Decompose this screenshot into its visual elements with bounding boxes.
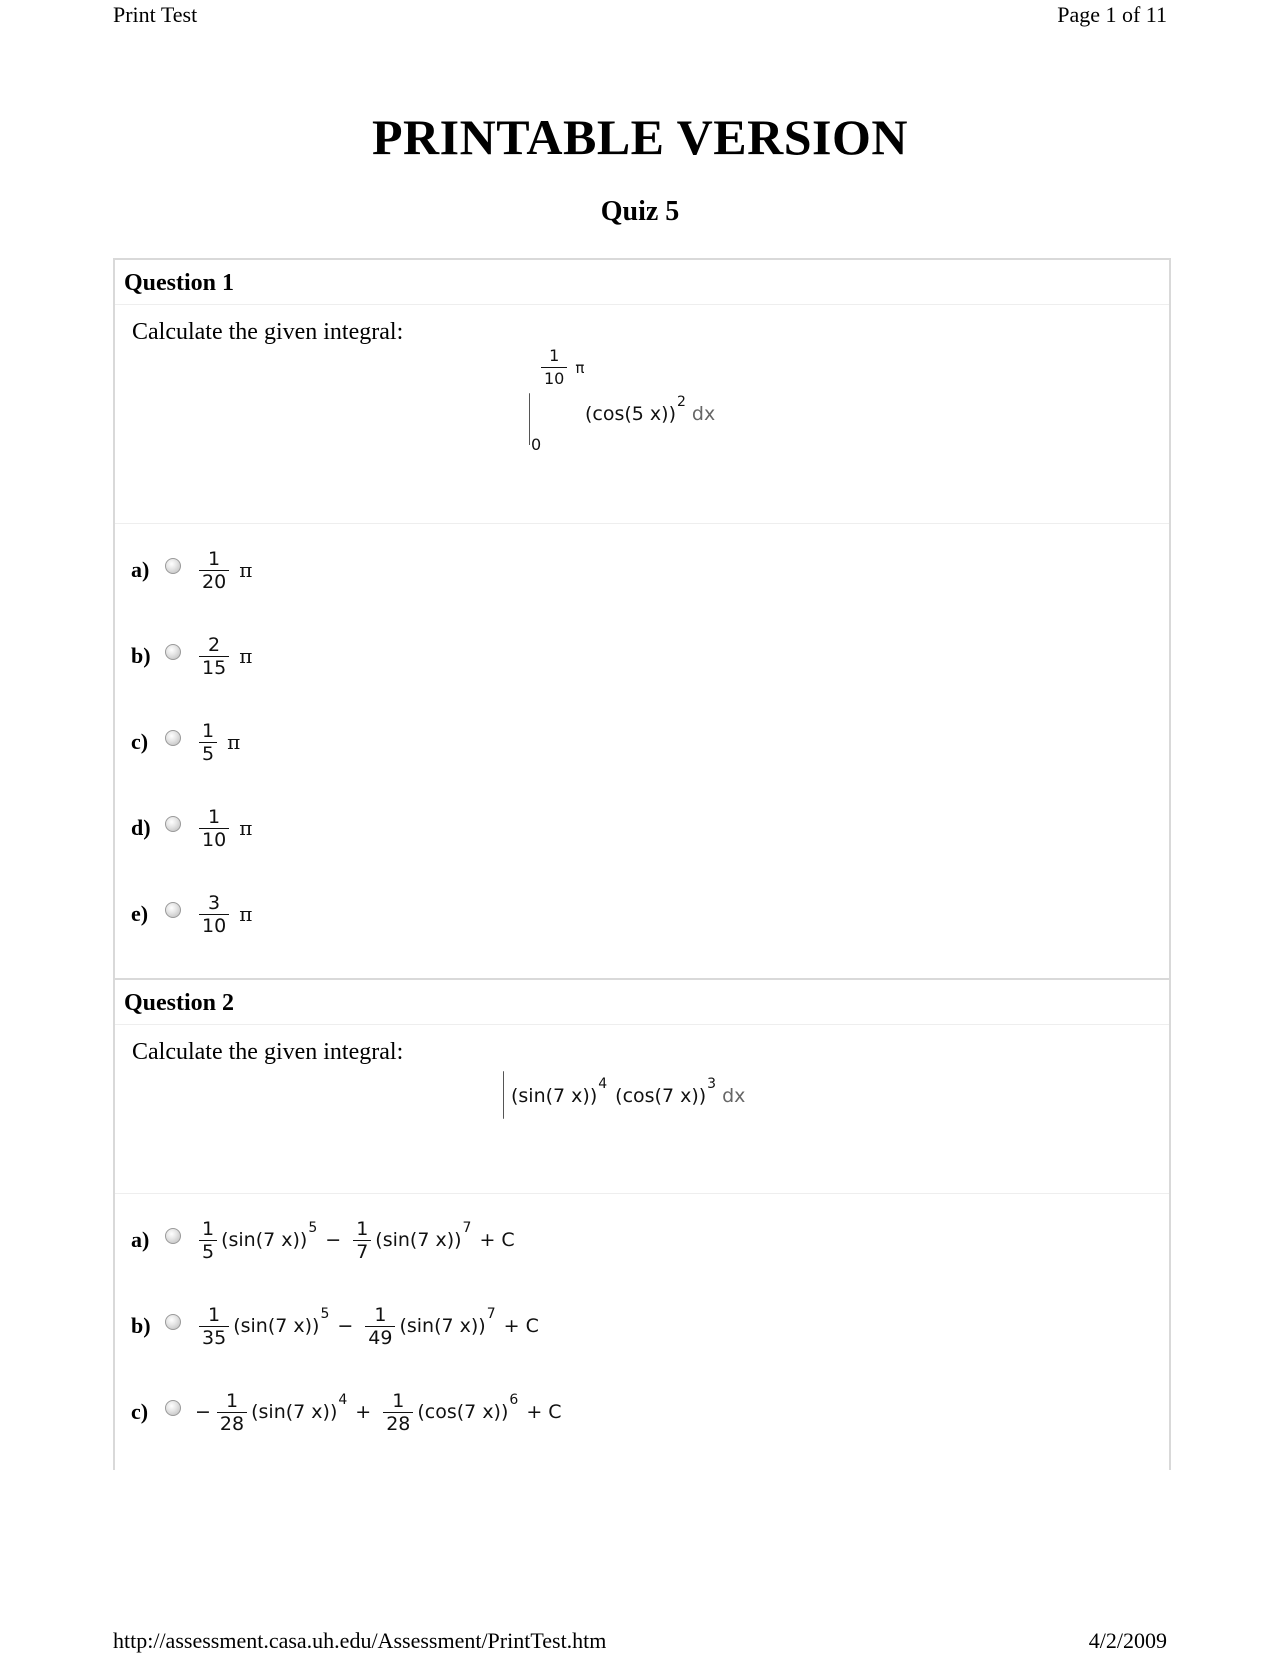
radio-button[interactable] [165, 1314, 181, 1330]
operator: − [337, 1315, 354, 1337]
integrand-power-2: 3 [707, 1076, 717, 1092]
denominator: 20 [199, 570, 229, 593]
radio-button[interactable] [165, 644, 181, 660]
constant: + C [526, 1401, 562, 1423]
term-2-power: 7 [486, 1306, 496, 1322]
operator: + [355, 1401, 372, 1423]
numerator: 2 [208, 633, 221, 656]
denominator: 15 [199, 656, 229, 679]
radio-button[interactable] [165, 558, 181, 574]
term-1: (sin(7 x)) [221, 1229, 308, 1251]
quiz-title: Quiz 5 [600, 196, 680, 227]
question-2-choices [115, 1194, 1169, 1470]
choice-letter: a) [131, 1227, 150, 1252]
pi-symbol: π [239, 902, 253, 926]
choice-b[interactable] [131, 628, 252, 684]
term-2-power: 6 [509, 1392, 519, 1408]
denominator: 10 [199, 914, 229, 937]
denominator: 7 [353, 1240, 371, 1263]
question-2-heading: Question 2 [115, 980, 1169, 1025]
question-2-integral [503, 1069, 823, 1129]
page-title: PRINTABLE VERSION [372, 109, 908, 165]
integrand: (cos(5 x)) [585, 403, 676, 425]
denominator: 5 [199, 1240, 217, 1263]
question-1-body [115, 305, 1169, 524]
integrand-power: 2 [677, 394, 686, 410]
sign: − [195, 1401, 211, 1423]
term-1: (sin(7 x)) [251, 1401, 338, 1423]
choice-letter: a) [131, 557, 150, 582]
choice-letter: b) [131, 643, 151, 668]
upper-limit-pi: π [575, 358, 585, 377]
question-2 [113, 980, 1171, 1470]
pi-symbol: π [227, 730, 241, 754]
question-2-body [115, 1025, 1169, 1194]
constant: + C [479, 1229, 515, 1251]
radio-button[interactable] [165, 1228, 181, 1244]
numerator: 3 [208, 891, 221, 914]
upper-limit-denominator: 10 [541, 367, 567, 390]
integrand-power-1: 4 [598, 1076, 608, 1092]
print-header-left: Print Test [113, 2, 198, 27]
choice-d[interactable] [131, 800, 252, 856]
question-2-prompt: Calculate the given integral: [132, 1039, 404, 1065]
denominator: 10 [199, 828, 229, 851]
constant: + C [503, 1315, 539, 1337]
upper-limit-numerator: 1 [549, 346, 560, 365]
integral-sign-icon [529, 393, 530, 445]
question-1 [113, 258, 1171, 982]
choice-a[interactable] [131, 542, 252, 598]
radio-button[interactable] [165, 816, 181, 832]
choice-e[interactable] [131, 886, 252, 942]
print-footer-url: http://assessment.casa.uh.edu/Assessment/PrintTest.htm [113, 1628, 607, 1653]
term-2: (sin(7 x)) [375, 1229, 462, 1251]
choice-letter: e) [131, 901, 149, 926]
numerator: 1 [225, 1389, 239, 1412]
choice-b[interactable] [131, 1298, 539, 1354]
choice-letter: c) [131, 729, 149, 754]
question-1-integral [525, 345, 765, 455]
choice-a[interactable] [131, 1212, 515, 1268]
term-1-power: 5 [308, 1220, 318, 1236]
question-1-heading: Question 1 [115, 260, 1169, 305]
term-2-power: 7 [462, 1220, 472, 1236]
term-1-power: 4 [338, 1392, 348, 1408]
print-footer-date: 4/2/2009 [1088, 1628, 1167, 1653]
integral-sign-icon [503, 1071, 504, 1119]
denominator: 35 [199, 1326, 229, 1349]
choice-letter: c) [131, 1399, 149, 1424]
numerator: 1 [356, 1217, 369, 1240]
choice-c[interactable] [131, 1384, 562, 1440]
integrand-part-1: (sin(7 x)) [511, 1085, 598, 1107]
differential: dx [722, 1085, 746, 1107]
term-2: (sin(7 x)) [399, 1315, 486, 1337]
numerator: 1 [202, 719, 215, 742]
numerator: 1 [208, 547, 221, 570]
numerator: 1 [202, 1217, 215, 1240]
denominator: 5 [199, 742, 217, 765]
denominator: 49 [365, 1326, 395, 1349]
term-1: (sin(7 x)) [233, 1315, 320, 1337]
question-1-prompt: Calculate the given integral: [132, 319, 404, 345]
question-1-choices [115, 524, 1169, 984]
numerator: 1 [208, 1303, 221, 1326]
term-1-power: 5 [320, 1306, 330, 1322]
pi-symbol: π [239, 816, 253, 840]
choice-letter: b) [131, 1313, 151, 1338]
radio-button[interactable] [165, 1400, 181, 1416]
pi-symbol: π [239, 644, 253, 668]
operator: − [325, 1229, 342, 1251]
numerator: 1 [374, 1303, 387, 1326]
radio-button[interactable] [165, 902, 181, 918]
lower-limit: 0 [531, 435, 542, 454]
differential: dx [691, 403, 716, 425]
print-header-page-number: Page 1 of 11 [1057, 2, 1167, 27]
denominator: 28 [217, 1412, 247, 1435]
integrand-part-2: (cos(7 x)) [615, 1085, 707, 1107]
numerator: 1 [392, 1389, 405, 1412]
numerator: 1 [208, 805, 221, 828]
radio-button[interactable] [165, 730, 181, 746]
choice-c[interactable] [131, 714, 240, 770]
choice-letter: d) [131, 815, 151, 840]
denominator: 28 [383, 1412, 413, 1435]
pi-symbol: π [239, 558, 253, 582]
term-2: (cos(7 x)) [417, 1401, 509, 1423]
